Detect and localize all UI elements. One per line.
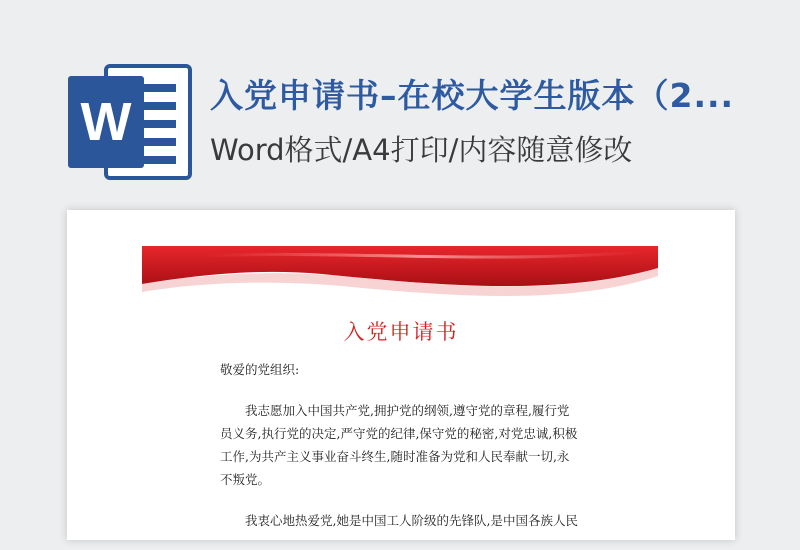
page-subtitle: Word格式/A4打印/内容随意修改 [210,133,633,167]
salutation: 敬爱的党组织: [220,362,300,377]
document-body [220,358,580,550]
red-ribbon-banner [142,246,658,306]
document-preview [67,210,735,540]
header [0,0,800,200]
word-document-icon [66,62,196,182]
paragraph: 我衷心地热爱党,她是中国工人阶级的先锋队,是中国各族人民 [245,513,578,528]
page-title: 入党申请书–在校大学生版本（2... [210,76,735,115]
document-heading: 入党申请书 [343,320,459,344]
paragraph: 我志愿加入中国共产党,拥护党的纲领,遵守党的章程,履行党员义务,执行党的决定,严守党的纪律,保守党的秘密,对党忠诚,积极工作,为共产主义事业奋斗终生,随时准备为党和人民奉献一切,永不叛党。 [220,403,578,487]
word-icon-letter: W [80,92,132,152]
